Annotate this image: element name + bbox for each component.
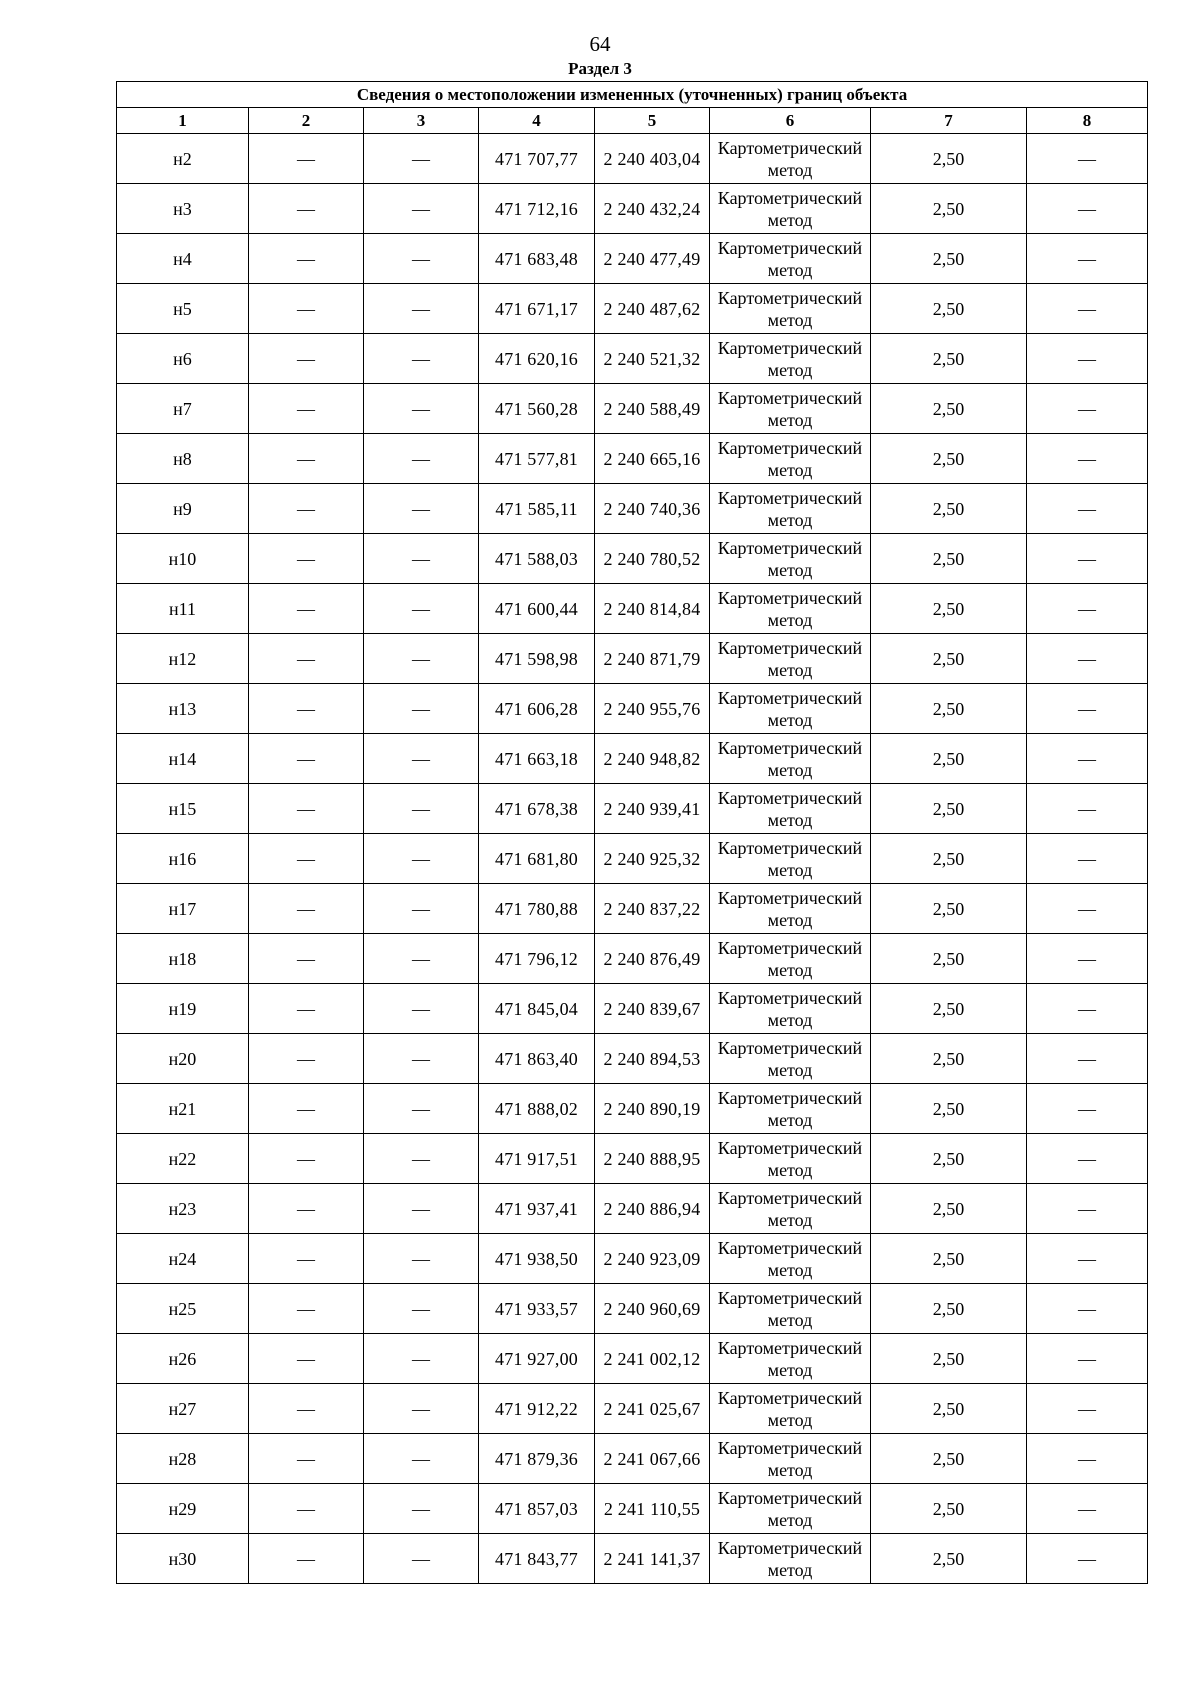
- col2-cell: —: [249, 1084, 364, 1134]
- col2-cell: —: [249, 434, 364, 484]
- col2-cell: —: [249, 1284, 364, 1334]
- accuracy-cell: 2,50: [871, 934, 1027, 984]
- col8-cell: —: [1027, 134, 1148, 184]
- col2-cell: —: [249, 1134, 364, 1184]
- accuracy-cell: 2,50: [871, 1184, 1027, 1234]
- x-coordinate-cell: 471 917,51: [479, 1134, 595, 1184]
- point-id-cell: н27: [117, 1384, 249, 1434]
- col2-cell: —: [249, 634, 364, 684]
- point-id-cell: н14: [117, 734, 249, 784]
- method-cell: Картометрический метод: [710, 784, 871, 834]
- accuracy-cell: 2,50: [871, 1334, 1027, 1384]
- col8-cell: —: [1027, 1084, 1148, 1134]
- x-coordinate-cell: 471 938,50: [479, 1234, 595, 1284]
- col3-cell: —: [364, 734, 479, 784]
- x-coordinate-cell: 471 845,04: [479, 984, 595, 1034]
- accuracy-cell: 2,50: [871, 1034, 1027, 1084]
- col8-cell: —: [1027, 1534, 1148, 1584]
- method-cell: Картометрический метод: [710, 1384, 871, 1434]
- method-cell: Картометрический метод: [710, 734, 871, 784]
- method-cell: Картометрический метод: [710, 1084, 871, 1134]
- accuracy-cell: 2,50: [871, 584, 1027, 634]
- col2-cell: —: [249, 184, 364, 234]
- x-coordinate-cell: 471 620,16: [479, 334, 595, 384]
- table-row: [117, 1134, 1148, 1184]
- table-row: [117, 1334, 1148, 1384]
- method-cell: Картометрический метод: [710, 1034, 871, 1084]
- col3-cell: —: [364, 534, 479, 584]
- col3-cell: —: [364, 884, 479, 934]
- point-id-cell: н22: [117, 1134, 249, 1184]
- accuracy-cell: 2,50: [871, 1134, 1027, 1184]
- col8-cell: —: [1027, 884, 1148, 934]
- y-coordinate-cell: 2 240 487,62: [595, 284, 710, 334]
- table-row: [117, 484, 1148, 534]
- column-header: 8: [1027, 108, 1148, 134]
- x-coordinate-cell: 471 560,28: [479, 384, 595, 434]
- point-id-cell: н2: [117, 134, 249, 184]
- table-caption-row: [117, 82, 1148, 108]
- col3-cell: —: [364, 1284, 479, 1334]
- method-cell: Картометрический метод: [710, 234, 871, 284]
- point-id-cell: н29: [117, 1484, 249, 1534]
- x-coordinate-cell: 471 663,18: [479, 734, 595, 784]
- x-coordinate-cell: 471 681,80: [479, 834, 595, 884]
- point-id-cell: н10: [117, 534, 249, 584]
- point-id-cell: н11: [117, 584, 249, 634]
- y-coordinate-cell: 2 241 141,37: [595, 1534, 710, 1584]
- method-cell: Картометрический метод: [710, 584, 871, 634]
- accuracy-cell: 2,50: [871, 884, 1027, 934]
- x-coordinate-cell: 471 927,00: [479, 1334, 595, 1384]
- accuracy-cell: 2,50: [871, 184, 1027, 234]
- col3-cell: —: [364, 284, 479, 334]
- accuracy-cell: 2,50: [871, 984, 1027, 1034]
- y-coordinate-cell: 2 240 876,49: [595, 934, 710, 984]
- table-row: [117, 284, 1148, 334]
- method-cell: Картометрический метод: [710, 834, 871, 884]
- x-coordinate-cell: 471 671,17: [479, 284, 595, 334]
- column-header: 5: [595, 108, 710, 134]
- col3-cell: —: [364, 384, 479, 434]
- point-id-cell: н21: [117, 1084, 249, 1134]
- method-cell: Картометрический метод: [710, 434, 871, 484]
- accuracy-cell: 2,50: [871, 284, 1027, 334]
- col8-cell: —: [1027, 284, 1148, 334]
- accuracy-cell: 2,50: [871, 734, 1027, 784]
- table-row: [117, 184, 1148, 234]
- accuracy-cell: 2,50: [871, 134, 1027, 184]
- col2-cell: —: [249, 1434, 364, 1484]
- page-number: 64: [589, 32, 611, 56]
- table-row: [117, 834, 1148, 884]
- y-coordinate-cell: 2 240 740,36: [595, 484, 710, 534]
- point-id-cell: н8: [117, 434, 249, 484]
- x-coordinate-cell: 471 912,22: [479, 1384, 595, 1434]
- col2-cell: —: [249, 1184, 364, 1234]
- col3-cell: —: [364, 1534, 479, 1584]
- col8-cell: —: [1027, 384, 1148, 434]
- col3-cell: —: [364, 584, 479, 634]
- col8-cell: —: [1027, 634, 1148, 684]
- method-cell: Картометрический метод: [710, 484, 871, 534]
- table-row: [117, 1434, 1148, 1484]
- table-row: [117, 884, 1148, 934]
- table-row: [117, 134, 1148, 184]
- method-cell: Картометрический метод: [710, 1434, 871, 1484]
- table-row: [117, 1484, 1148, 1534]
- y-coordinate-cell: 2 240 588,49: [595, 384, 710, 434]
- table-row: [117, 384, 1148, 434]
- accuracy-cell: 2,50: [871, 1534, 1027, 1584]
- y-coordinate-cell: 2 240 839,67: [595, 984, 710, 1034]
- col8-cell: —: [1027, 684, 1148, 734]
- col2-cell: —: [249, 484, 364, 534]
- y-coordinate-cell: 2 241 110,55: [595, 1484, 710, 1534]
- accuracy-cell: 2,50: [871, 1234, 1027, 1284]
- point-id-cell: н12: [117, 634, 249, 684]
- y-coordinate-cell: 2 241 067,66: [595, 1434, 710, 1484]
- method-cell: Картометрический метод: [710, 1334, 871, 1384]
- col8-cell: —: [1027, 1134, 1148, 1184]
- x-coordinate-cell: 471 879,36: [479, 1434, 595, 1484]
- col3-cell: —: [364, 184, 479, 234]
- table-row: [117, 934, 1148, 984]
- y-coordinate-cell: 2 240 894,53: [595, 1034, 710, 1084]
- point-id-cell: н6: [117, 334, 249, 384]
- col3-cell: —: [364, 1484, 479, 1534]
- col8-cell: —: [1027, 334, 1148, 384]
- col8-cell: —: [1027, 1034, 1148, 1084]
- section-title: Раздел 3: [568, 59, 632, 78]
- col2-cell: —: [249, 1384, 364, 1434]
- x-coordinate-cell: 471 933,57: [479, 1284, 595, 1334]
- x-coordinate-cell: 471 712,16: [479, 184, 595, 234]
- accuracy-cell: 2,50: [871, 1434, 1027, 1484]
- method-cell: Картометрический метод: [710, 534, 871, 584]
- point-id-cell: н19: [117, 984, 249, 1034]
- col3-cell: —: [364, 1334, 479, 1384]
- column-header: 1: [117, 108, 249, 134]
- point-id-cell: н30: [117, 1534, 249, 1584]
- col2-cell: —: [249, 534, 364, 584]
- col3-cell: —: [364, 934, 479, 984]
- y-coordinate-cell: 2 240 955,76: [595, 684, 710, 734]
- y-coordinate-cell: 2 241 002,12: [595, 1334, 710, 1384]
- x-coordinate-cell: 471 843,77: [479, 1534, 595, 1584]
- col8-cell: —: [1027, 1434, 1148, 1484]
- col2-cell: —: [249, 384, 364, 434]
- table-row: [117, 1034, 1148, 1084]
- point-id-cell: н13: [117, 684, 249, 734]
- accuracy-cell: 2,50: [871, 834, 1027, 884]
- table-row: [117, 634, 1148, 684]
- col2-cell: —: [249, 684, 364, 734]
- boundary-coordinates-table: [116, 81, 1148, 1584]
- method-cell: Картометрический метод: [710, 1284, 871, 1334]
- col8-cell: —: [1027, 1284, 1148, 1334]
- col2-cell: —: [249, 884, 364, 934]
- point-id-cell: н25: [117, 1284, 249, 1334]
- x-coordinate-cell: 471 585,11: [479, 484, 595, 534]
- method-cell: Картометрический метод: [710, 334, 871, 384]
- method-cell: Картометрический метод: [710, 884, 871, 934]
- method-cell: Картометрический метод: [710, 284, 871, 334]
- x-coordinate-cell: 471 863,40: [479, 1034, 595, 1084]
- column-header: 4: [479, 108, 595, 134]
- col3-cell: —: [364, 484, 479, 534]
- col3-cell: —: [364, 1084, 479, 1134]
- table-row: [117, 984, 1148, 1034]
- table-row: [117, 684, 1148, 734]
- point-id-cell: н16: [117, 834, 249, 884]
- y-coordinate-cell: 2 240 477,49: [595, 234, 710, 284]
- column-header: 7: [871, 108, 1027, 134]
- col3-cell: —: [364, 1384, 479, 1434]
- table-row: [117, 734, 1148, 784]
- y-coordinate-cell: 2 240 432,24: [595, 184, 710, 234]
- table-row: [117, 1384, 1148, 1434]
- col3-cell: —: [364, 834, 479, 884]
- col2-cell: —: [249, 984, 364, 1034]
- table-row: [117, 334, 1148, 384]
- y-coordinate-cell: 2 240 948,82: [595, 734, 710, 784]
- table-row: [117, 784, 1148, 834]
- col3-cell: —: [364, 634, 479, 684]
- col8-cell: —: [1027, 1384, 1148, 1434]
- method-cell: Картометрический метод: [710, 1484, 871, 1534]
- col2-cell: —: [249, 1234, 364, 1284]
- column-header: 2: [249, 108, 364, 134]
- y-coordinate-cell: 2 240 871,79: [595, 634, 710, 684]
- table-row: [117, 1184, 1148, 1234]
- col8-cell: —: [1027, 834, 1148, 884]
- col8-cell: —: [1027, 1484, 1148, 1534]
- point-id-cell: н26: [117, 1334, 249, 1384]
- point-id-cell: н24: [117, 1234, 249, 1284]
- col8-cell: —: [1027, 934, 1148, 984]
- table-row: [117, 434, 1148, 484]
- y-coordinate-cell: 2 240 890,19: [595, 1084, 710, 1134]
- col2-cell: —: [249, 734, 364, 784]
- table-header-row: [117, 108, 1148, 134]
- col2-cell: —: [249, 1334, 364, 1384]
- column-header: 6: [710, 108, 871, 134]
- y-coordinate-cell: 2 240 780,52: [595, 534, 710, 584]
- x-coordinate-cell: 471 606,28: [479, 684, 595, 734]
- col2-cell: —: [249, 334, 364, 384]
- point-id-cell: н17: [117, 884, 249, 934]
- method-cell: Картометрический метод: [710, 984, 871, 1034]
- x-coordinate-cell: 471 598,98: [479, 634, 595, 684]
- col2-cell: —: [249, 1484, 364, 1534]
- y-coordinate-cell: 2 240 886,94: [595, 1184, 710, 1234]
- method-cell: Картометрический метод: [710, 684, 871, 734]
- point-id-cell: н7: [117, 384, 249, 434]
- y-coordinate-cell: 2 240 403,04: [595, 134, 710, 184]
- y-coordinate-cell: 2 240 960,69: [595, 1284, 710, 1334]
- col3-cell: —: [364, 1234, 479, 1284]
- y-coordinate-cell: 2 240 888,95: [595, 1134, 710, 1184]
- x-coordinate-cell: 471 588,03: [479, 534, 595, 584]
- accuracy-cell: 2,50: [871, 484, 1027, 534]
- method-cell: Картометрический метод: [710, 384, 871, 434]
- y-coordinate-cell: 2 240 939,41: [595, 784, 710, 834]
- col2-cell: —: [249, 134, 364, 184]
- x-coordinate-cell: 471 888,02: [479, 1084, 595, 1134]
- col8-cell: —: [1027, 984, 1148, 1034]
- col8-cell: —: [1027, 784, 1148, 834]
- y-coordinate-cell: 2 240 923,09: [595, 1234, 710, 1284]
- y-coordinate-cell: 2 240 521,32: [595, 334, 710, 384]
- accuracy-cell: 2,50: [871, 1484, 1027, 1534]
- col8-cell: —: [1027, 1234, 1148, 1284]
- point-id-cell: н3: [117, 184, 249, 234]
- table-row: [117, 1284, 1148, 1334]
- col8-cell: —: [1027, 234, 1148, 284]
- table-body: [117, 134, 1148, 1584]
- table-row: [117, 534, 1148, 584]
- x-coordinate-cell: 471 683,48: [479, 234, 595, 284]
- col2-cell: —: [249, 584, 364, 634]
- method-cell: Картометрический метод: [710, 1134, 871, 1184]
- accuracy-cell: 2,50: [871, 634, 1027, 684]
- method-cell: Картометрический метод: [710, 634, 871, 684]
- col8-cell: —: [1027, 1184, 1148, 1234]
- col3-cell: —: [364, 134, 479, 184]
- col8-cell: —: [1027, 534, 1148, 584]
- y-coordinate-cell: 2 241 025,67: [595, 1384, 710, 1434]
- col2-cell: —: [249, 234, 364, 284]
- col8-cell: —: [1027, 584, 1148, 634]
- x-coordinate-cell: 471 678,38: [479, 784, 595, 834]
- accuracy-cell: 2,50: [871, 384, 1027, 434]
- method-cell: Картометрический метод: [710, 134, 871, 184]
- col3-cell: —: [364, 434, 479, 484]
- table-row: [117, 234, 1148, 284]
- col3-cell: —: [364, 1134, 479, 1184]
- col8-cell: —: [1027, 184, 1148, 234]
- table-row: [117, 1084, 1148, 1134]
- x-coordinate-cell: 471 857,03: [479, 1484, 595, 1534]
- col8-cell: —: [1027, 484, 1148, 534]
- col3-cell: —: [364, 334, 479, 384]
- accuracy-cell: 2,50: [871, 534, 1027, 584]
- point-id-cell: н18: [117, 934, 249, 984]
- y-coordinate-cell: 2 240 665,16: [595, 434, 710, 484]
- y-coordinate-cell: 2 240 814,84: [595, 584, 710, 634]
- accuracy-cell: 2,50: [871, 684, 1027, 734]
- col2-cell: —: [249, 284, 364, 334]
- col2-cell: —: [249, 834, 364, 884]
- accuracy-cell: 2,50: [871, 1284, 1027, 1334]
- y-coordinate-cell: 2 240 925,32: [595, 834, 710, 884]
- point-id-cell: н15: [117, 784, 249, 834]
- x-coordinate-cell: 471 707,77: [479, 134, 595, 184]
- col3-cell: —: [364, 684, 479, 734]
- accuracy-cell: 2,50: [871, 784, 1027, 834]
- y-coordinate-cell: 2 240 837,22: [595, 884, 710, 934]
- point-id-cell: н28: [117, 1434, 249, 1484]
- method-cell: Картометрический метод: [710, 1234, 871, 1284]
- accuracy-cell: 2,50: [871, 434, 1027, 484]
- point-id-cell: н20: [117, 1034, 249, 1084]
- table-row: [117, 1234, 1148, 1284]
- table-caption: Сведения о местоположении измененных (уточненных) границ объекта: [117, 82, 1148, 108]
- col3-cell: —: [364, 1184, 479, 1234]
- x-coordinate-cell: 471 796,12: [479, 934, 595, 984]
- col2-cell: —: [249, 1034, 364, 1084]
- x-coordinate-cell: 471 937,41: [479, 1184, 595, 1234]
- col3-cell: —: [364, 984, 479, 1034]
- point-id-cell: н4: [117, 234, 249, 284]
- col3-cell: —: [364, 234, 479, 284]
- accuracy-cell: 2,50: [871, 334, 1027, 384]
- accuracy-cell: 2,50: [871, 1084, 1027, 1134]
- col3-cell: —: [364, 784, 479, 834]
- col3-cell: —: [364, 1434, 479, 1484]
- accuracy-cell: 2,50: [871, 1384, 1027, 1434]
- table-row: [117, 584, 1148, 634]
- method-cell: Картометрический метод: [710, 1534, 871, 1584]
- x-coordinate-cell: 471 577,81: [479, 434, 595, 484]
- method-cell: Картометрический метод: [710, 1184, 871, 1234]
- col8-cell: —: [1027, 734, 1148, 784]
- column-header: 3: [364, 108, 479, 134]
- method-cell: Картометрический метод: [710, 184, 871, 234]
- method-cell: Картометрический метод: [710, 934, 871, 984]
- col8-cell: —: [1027, 1334, 1148, 1384]
- x-coordinate-cell: 471 600,44: [479, 584, 595, 634]
- accuracy-cell: 2,50: [871, 234, 1027, 284]
- point-id-cell: н23: [117, 1184, 249, 1234]
- col2-cell: —: [249, 1534, 364, 1584]
- point-id-cell: н9: [117, 484, 249, 534]
- col3-cell: —: [364, 1034, 479, 1084]
- x-coordinate-cell: 471 780,88: [479, 884, 595, 934]
- col2-cell: —: [249, 934, 364, 984]
- col2-cell: —: [249, 784, 364, 834]
- point-id-cell: н5: [117, 284, 249, 334]
- table-row: [117, 1534, 1148, 1584]
- col8-cell: —: [1027, 434, 1148, 484]
